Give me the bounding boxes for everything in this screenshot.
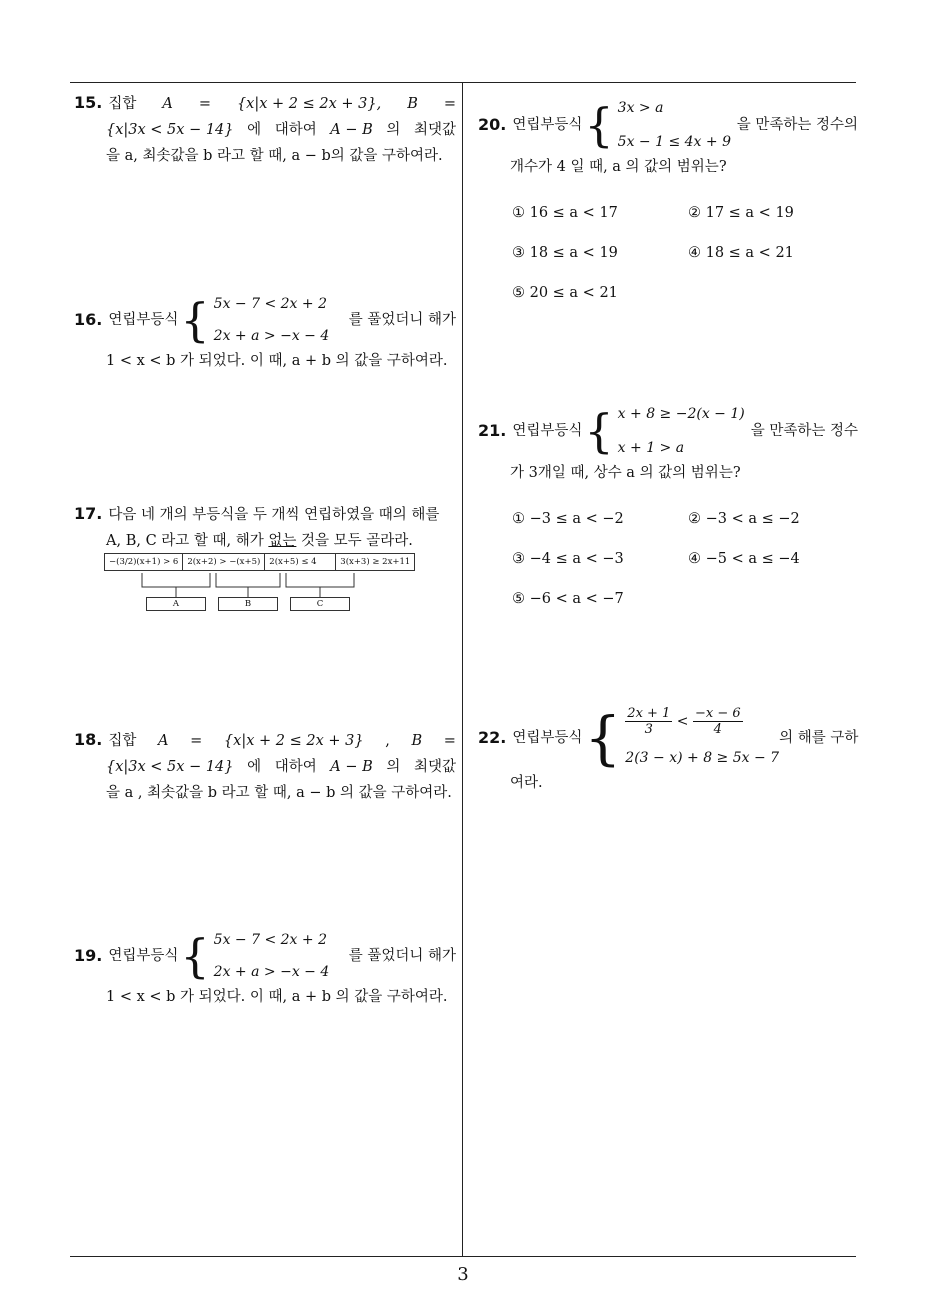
page-number: 3 <box>457 1264 469 1285</box>
inequality-system: x + 8 ≥ −2(x − 1) x + 1 > a <box>617 406 745 456</box>
left-brace: { <box>584 404 614 458</box>
inequality-table <box>104 553 415 571</box>
choice-4[interactable]: ④ −5 < a ≤ −4 <box>688 551 800 567</box>
choice-1[interactable]: ① −3 ≤ a < −2 <box>512 511 624 527</box>
answer-choices <box>478 506 858 612</box>
inequality-cell: −(3/2)(x+1) > 6 <box>105 554 183 571</box>
left-brace: { <box>584 98 614 152</box>
problem-17: 17. 다음 네 개의 부등식을 두 개씩 연립하였을 때의 해를 A, B, C 라고 할 때, 해가 없는 것을 모두 골라라. <box>74 504 440 549</box>
problem-18: 18. 집합 A = {x|x + 2 ≤ 2x + 3} , B = {x|3x < 5x − 14} 에 대하여 A − B 의 최댓값 을 a , 최솟값을 b 라고 할 때, a − b 의 값을 구하여라. <box>74 730 456 801</box>
inequality-system: 5x − 7 < 2x + 2 2x + a > −x − 4 <box>213 296 330 344</box>
choice-1[interactable]: ① 16 ≤ a < 17 <box>512 205 618 221</box>
left-brace: { <box>584 704 622 772</box>
inequality-system: $\frac{2x + 1}{3}$ < $\frac{-x - 6}{4}$ 2(3 − x) + 8 ≥ 5x − 7 <box>625 706 780 766</box>
problem-15: 15. 집합 A = {x|x + 2 ≤ 2x + 3}, B = {x|3x < 5x − 14} 에 대하여 A − B 의 최댓값 을 a, 최솟값을 b 라고 할 때, a − b의 값을 구하여라. <box>74 90 456 169</box>
left-brace: { <box>180 929 210 983</box>
answer-box-a: A <box>146 597 206 611</box>
problem-number: 15. <box>74 93 103 112</box>
problem-text: 을 a, 최솟값을 b 라고 할 때, a − b의 값을 구하여라. <box>106 148 443 164</box>
answer-box-b: B <box>218 597 278 611</box>
problem-20: 20. 연립부등식 { 3x > a 5x − 1 ≤ 4x + 9 을 만족하는 정수의 개수가 4 일 때, a 의 값의 범위는? ① 16 ≤ a < 17 ② 17 ≤ a < 19 ③ 18 ≤ a < 19 ④ 18 ≤ a < 21 ⑤ 20 ≤ a < 21 <box>478 96 858 306</box>
inequality-system: 3x > a 5x − 1 ≤ 4x + 9 <box>617 100 731 150</box>
problem-16: 16. 연립부등식 { 5x − 7 < 2x + 2 2x + a > −x − 4 를 풀었더니 해가 1 < x < b 가 되었다. 이 때, a + b 의 값을 구하여라. <box>74 293 456 369</box>
column-divider <box>462 82 463 1256</box>
inequality-cell: 2(x+2) > −(x+5) <box>183 554 265 571</box>
choice-5[interactable]: ⑤ −6 < a < −7 <box>512 591 624 607</box>
choice-3[interactable]: ③ −4 ≤ a < −3 <box>512 551 624 567</box>
bottom-rule <box>70 1256 856 1257</box>
choice-2[interactable]: ② −3 < a ≤ −2 <box>688 511 800 527</box>
problem-21: 21. 연립부등식 { x + 8 ≥ −2(x − 1) x + 1 > a 을 만족하는 정수 가 3개일 때, 상수 a 의 값의 범위는? ① −3 ≤ a < −2 ② −3 < a ≤ −2 ③ −4 ≤ a < −3 ④ −5 < a ≤ −4 ⑤ −6 < a < −7 <box>478 402 858 612</box>
inequality-cell: 2(x+5) ≤ 4 <box>265 554 336 571</box>
problem-22: 22. 연립부등식 { $\frac{2x + 1}{3}$ < $\frac{-x - 6}{4}$ 2(3 − x) + 8 ≥ 5x − 7 의 해를 구하 여라. <box>478 704 859 791</box>
left-brace: { <box>180 293 210 347</box>
answer-choices <box>478 200 858 306</box>
choice-2[interactable]: ② 17 ≤ a < 19 <box>688 205 794 221</box>
answer-box-c: C <box>290 597 350 611</box>
top-rule <box>70 82 856 83</box>
choice-3[interactable]: ③ 18 ≤ a < 19 <box>512 245 618 261</box>
inequality-system: 5x − 7 < 2x + 2 2x + a > −x − 4 <box>213 932 330 980</box>
choice-4[interactable]: ④ 18 ≤ a < 21 <box>688 245 794 261</box>
fraction: $\frac{-x - 6}{4}$ <box>694 706 741 737</box>
problem-19: 19. 연립부등식 { 5x − 7 < 2x + 2 2x + a > −x − 4 를 풀었더니 해가 1 < x < b 가 되었다. 이 때, a + b 의 값을 구하여라. <box>74 929 456 1005</box>
choice-5[interactable]: ⑤ 20 ≤ a < 21 <box>512 285 618 301</box>
fraction: $\frac{2x + 1}{3}$ <box>627 706 671 737</box>
inequality-cell: 3(x+3) ≥ 2x+11 <box>336 554 415 571</box>
